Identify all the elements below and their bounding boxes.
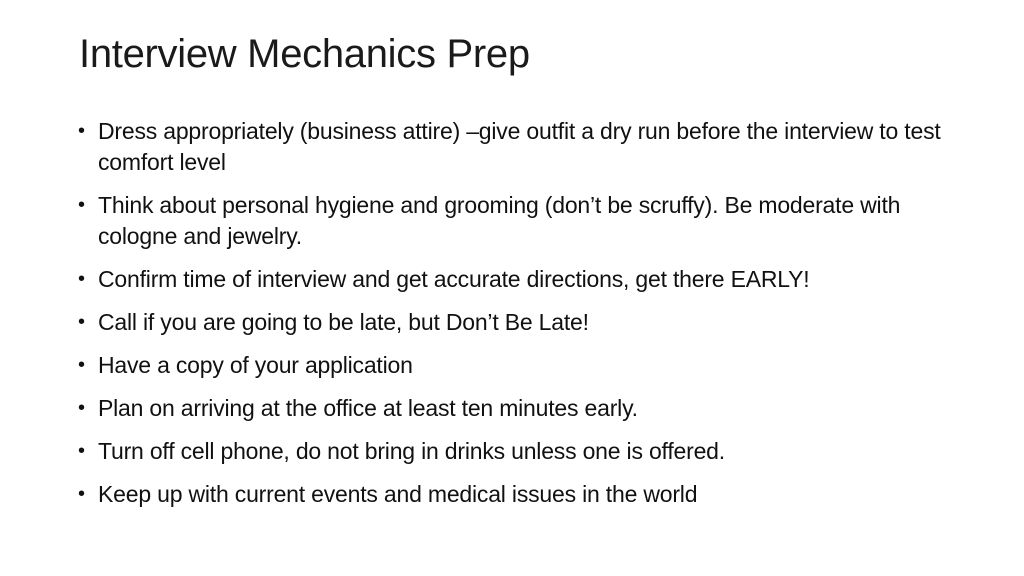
bullet-item — [78, 393, 958, 424]
bullet-icon: • — [78, 440, 85, 462]
bullet-item — [78, 264, 958, 295]
bullet-icon: • — [78, 483, 85, 505]
bullet-text: Confirm time of interview and get accurate directions, get there EARLY! — [98, 266, 810, 292]
bullet-icon: • — [78, 194, 85, 216]
bullet-icon: • — [78, 120, 85, 142]
bullet-icon: • — [78, 397, 85, 419]
bullet-icon: • — [78, 354, 85, 376]
bullet-icon: • — [78, 268, 85, 290]
bullet-text: Keep up with current events and medical issues in the world — [98, 481, 698, 507]
bullet-item — [78, 436, 958, 467]
bullet-item — [78, 479, 958, 510]
bullet-item — [78, 116, 958, 178]
bullet-item — [78, 307, 958, 338]
slide-title: Interview Mechanics Prep — [79, 32, 530, 76]
bullet-text: Plan on arriving at the office at least ten minutes early. — [98, 395, 638, 421]
bullet-text: Turn off cell phone, do not bring in drinks unless one is offered. — [98, 438, 725, 464]
bullet-text: Have a copy of your application — [98, 352, 413, 378]
bullet-text: Dress appropriately (business attire) –give outfit a dry run before the interview to test comfort level — [98, 118, 941, 175]
bullet-list — [78, 116, 958, 522]
bullet-text: Call if you are going to be late, but Don’t Be Late! — [98, 309, 589, 335]
bullet-item — [78, 190, 958, 252]
bullet-icon: • — [78, 311, 85, 333]
bullet-item — [78, 350, 958, 381]
bullet-text: Think about personal hygiene and grooming (don’t be scruffy). Be moderate with cologne and jewelry. — [98, 192, 901, 249]
